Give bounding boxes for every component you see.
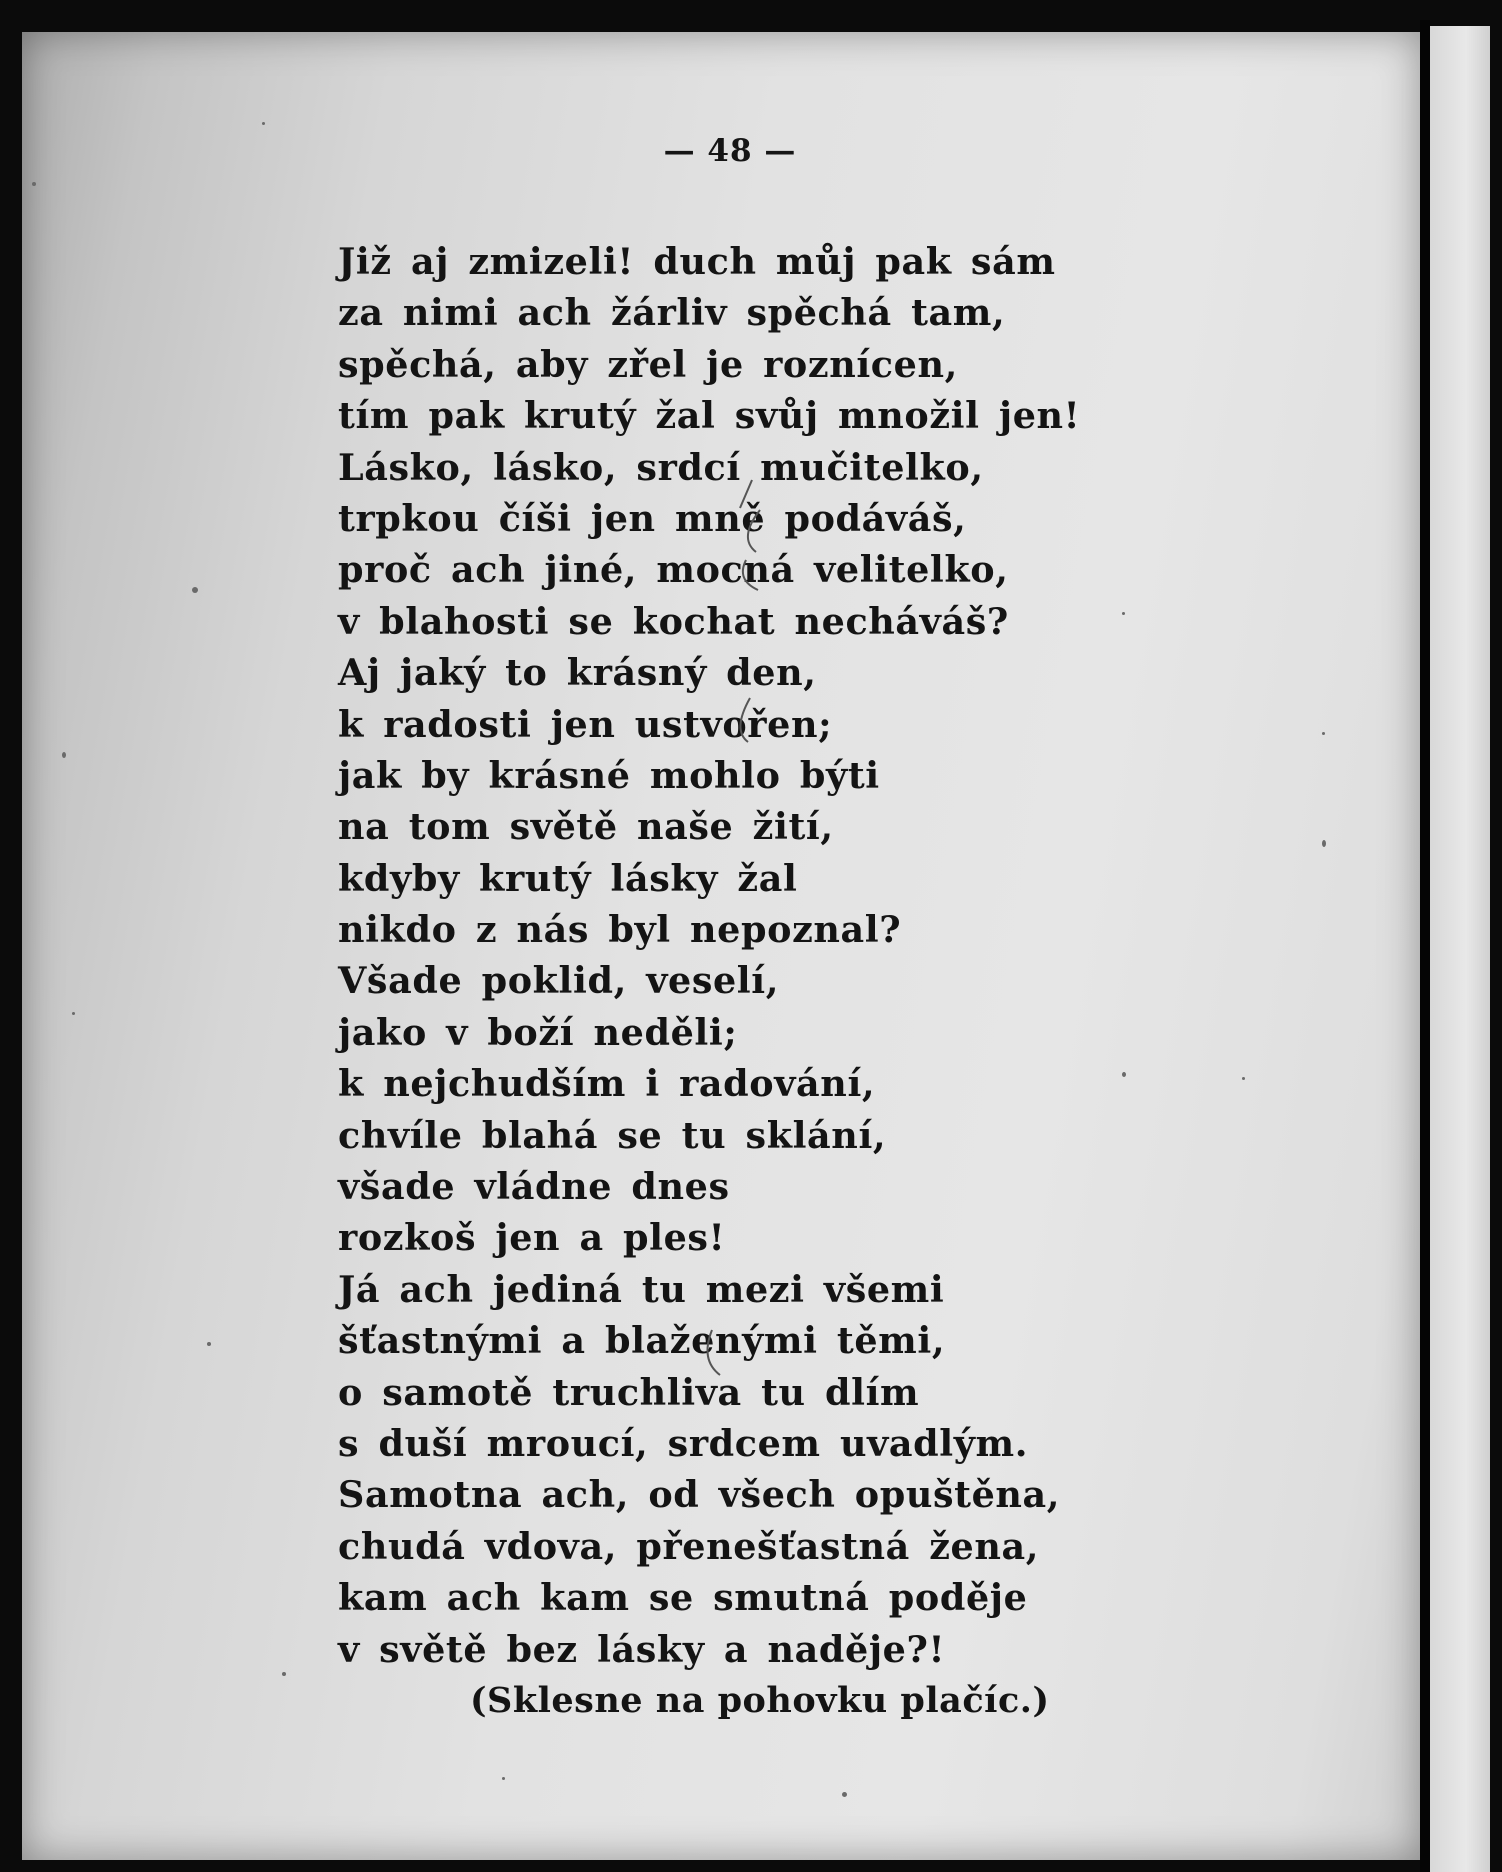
verse-line: v blahosti se kochat necháváš?	[338, 599, 1009, 643]
verse-line: jako v boží neděli;	[338, 1010, 738, 1054]
scan-speck	[842, 1792, 847, 1797]
verse-line: Samotna ach, od všech opuštěna,	[338, 1473, 1061, 1517]
verse-line: o samotě truchliva tu dlím	[338, 1370, 920, 1414]
verse-line: všade vládne dnes	[338, 1165, 730, 1209]
verse-line: na tom světě naše žití,	[338, 805, 834, 849]
verse-line: trpkou číši jen mně podáváš,	[338, 496, 967, 540]
scan-border	[1490, 0, 1502, 1872]
scan-speck	[502, 1777, 505, 1780]
verse-line: rozkoš jen a ples!	[338, 1216, 726, 1260]
verse-line: za nimi ach žárliv spěchá tam,	[338, 291, 1006, 335]
verse-line: Já ach jediná tu mezi všemi	[338, 1267, 945, 1311]
verse-line: Již aj zmizeli! duch můj pak sám	[338, 240, 1056, 283]
scan-speck	[262, 122, 265, 125]
verse-line: s duší mroucí, srdcem uvadlým.	[338, 1421, 1029, 1465]
verse-line: v světě bez lásky a naděje?!	[338, 1627, 946, 1671]
verse-line: k radosti jen ustvořen;	[338, 702, 833, 746]
page-number: — 48 —	[663, 133, 797, 169]
poem-verse	[338, 236, 1098, 1675]
verse-line: chudá vdova, přenešťastná žena,	[338, 1524, 1040, 1568]
verse-line: k nejchudším i radování,	[338, 1062, 876, 1106]
scan-speck	[62, 752, 66, 758]
stage-direction: (Sklesne na pohovku plačíc.)	[470, 1680, 1050, 1721]
scan-speck	[72, 1012, 75, 1015]
scan-speck	[192, 587, 198, 593]
verse-line: kdyby krutý lásky žal	[338, 856, 798, 900]
verse-line: spěchá, aby zřel je roznícen,	[338, 342, 958, 386]
verse-line: proč ach jiné, mocná velitelko,	[338, 548, 1009, 592]
verse-line: nikdo z nás byl nepoznal?	[338, 908, 902, 952]
scan-speck	[1122, 612, 1125, 615]
verse-line: Lásko, lásko, srdcí mučitelko,	[338, 445, 984, 489]
page-gutter	[1420, 20, 1430, 1872]
verse-line: chvíle blahá se tu sklání,	[338, 1113, 887, 1157]
scan-speck	[1322, 732, 1325, 735]
scan-speck	[1242, 1077, 1245, 1080]
verse-line: šťastnými a blaženými těmi,	[338, 1319, 946, 1363]
scan-speck	[1322, 840, 1326, 847]
scan-speck	[1122, 1072, 1126, 1077]
scan-speck	[32, 182, 36, 186]
verse-line: Aj jaký to krásný den,	[338, 651, 817, 695]
verse-line: jak by krásné mohlo býti	[338, 753, 880, 797]
scan-speck	[282, 1672, 286, 1676]
scan-speck	[207, 1342, 211, 1346]
facing-page-edge	[1430, 26, 1490, 1872]
verse-line: Všade poklid, veselí,	[338, 959, 780, 1003]
verse-line: kam ach kam se smutná poděje	[338, 1576, 1028, 1620]
verse-line: tím pak krutý žal svůj množil jen!	[338, 394, 1081, 438]
